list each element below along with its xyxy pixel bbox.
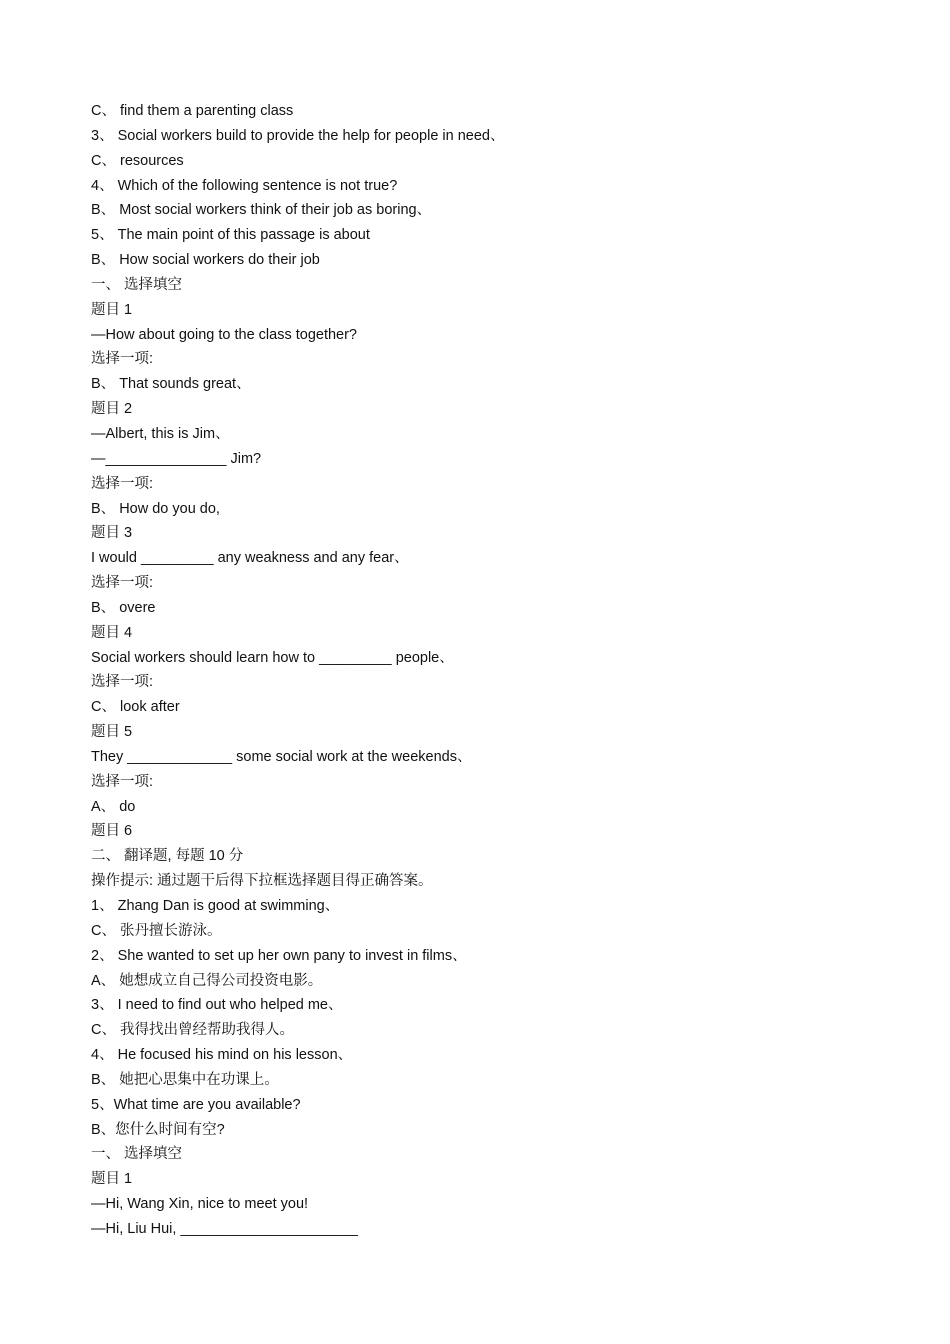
- text-line: —_______________ Jim?: [91, 450, 262, 467]
- text-line: Social workers should learn how to _________ people、: [91, 649, 454, 666]
- choice-prompt: 选择一项:: [91, 351, 154, 368]
- answer-line: B、您什么时间有空?: [91, 1121, 225, 1138]
- choice-prompt: 选择一项:: [91, 674, 154, 691]
- text-line: 3、 Social workers build to provide the help for people in need、: [91, 127, 505, 144]
- text-line: —Hi, Liu Hui, ______________________: [91, 1220, 358, 1237]
- text-line: 4、 He focused his mind on his lesson、: [91, 1047, 353, 1064]
- answer-line: A、 她想成立自己得公司投资电影。: [91, 972, 323, 989]
- text-line: 2、 She wanted to set up her own pany to invest in films、: [91, 947, 467, 964]
- answer-line: A、 do: [91, 798, 136, 815]
- text-line: 5、What time are you available?: [91, 1096, 301, 1113]
- text-line: They _____________ some social work at the weekends、: [91, 748, 472, 765]
- text-line: B、 Most social workers think of their job as boring、: [91, 202, 432, 219]
- text-line: —How about going to the class together?: [91, 326, 357, 343]
- text-line: I would _________ any weakness and any fear、: [91, 550, 409, 567]
- section-heading: 一、 选择填空: [91, 1146, 183, 1163]
- text-line: 5、 The main point of this passage is about: [91, 227, 370, 244]
- question-number: 题目 5: [91, 724, 133, 741]
- text-line: 4、 Which of the following sentence is not true?: [91, 177, 398, 194]
- question-number: 题目 6: [91, 823, 133, 840]
- text-line: C、 resources: [91, 152, 184, 169]
- choice-prompt: 选择一项:: [91, 575, 154, 592]
- answer-line: C、 我得找出曾经帮助我得人。: [91, 1022, 294, 1039]
- document-page: [91, 99, 871, 1242]
- answer-line: B、 overe: [91, 599, 156, 616]
- answer-line: C、 look after: [91, 699, 180, 716]
- question-number: 题目 1: [91, 301, 133, 318]
- text-line: 1、 Zhang Dan is good at swimming、: [91, 898, 340, 914]
- text-line: B、 How social workers do their job: [91, 252, 320, 269]
- section-heading: 一、 选择填空: [91, 276, 183, 293]
- answer-line: B、 How do you do,: [91, 500, 220, 517]
- text-line: —Hi, Wang Xin, nice to meet you!: [91, 1196, 309, 1213]
- question-number: 题目 1: [91, 1171, 133, 1188]
- text-line: 3、 I need to find out who helped me、: [91, 997, 343, 1014]
- choice-prompt: 选择一项:: [91, 773, 154, 790]
- question-number: 题目 4: [91, 624, 133, 641]
- choice-prompt: 选择一项:: [91, 475, 154, 492]
- question-number: 题目 2: [91, 401, 133, 418]
- answer-line: B、 她把心思集中在功课上。: [91, 1071, 279, 1088]
- question-number: 题目 3: [91, 525, 133, 542]
- text-line: C、 find them a parenting class: [91, 103, 294, 119]
- answer-line: C、 张丹擅长游泳。: [91, 922, 222, 939]
- answer-line: B、 That sounds great、: [91, 376, 251, 393]
- section-heading: 二、 翻译题, 每题 10 分: [91, 848, 244, 865]
- text-line: —Albert, this is Jim、: [91, 425, 230, 442]
- instruction-line: 操作提示: 通过题干后得下拉框选择题目得正确答案。: [91, 873, 433, 890]
